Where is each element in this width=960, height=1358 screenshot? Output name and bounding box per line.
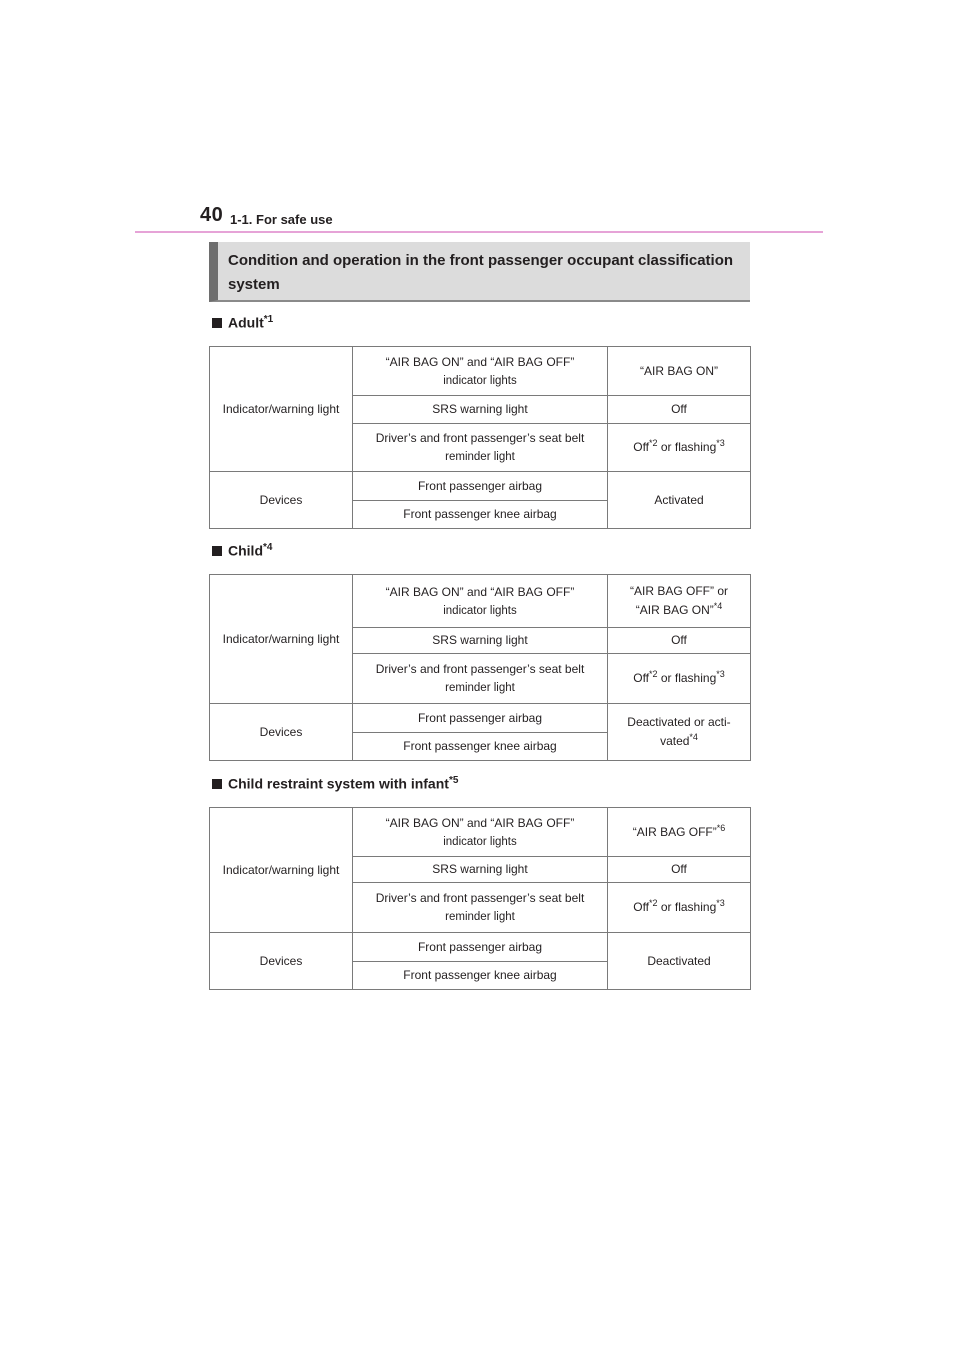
footnote-ref: *5 bbox=[448, 775, 459, 786]
subhead-child bbox=[212, 542, 272, 559]
banner-line-2: system bbox=[228, 276, 280, 293]
footnote-ref: *1 bbox=[263, 314, 274, 325]
table-row bbox=[210, 575, 751, 628]
subhead-adult-text: Adult bbox=[228, 314, 264, 331]
srs-status: Off bbox=[608, 628, 751, 654]
front-passenger-knee-airbag-label: Front passenger knee airbag bbox=[353, 501, 608, 529]
devices-label: Devices bbox=[210, 933, 353, 990]
srs-warning-light-label: SRS warning light bbox=[353, 857, 608, 883]
seat-belt-status: Off$^{*2}$ or flashing$^{*3}$ bbox=[608, 654, 751, 704]
footnote-ref: *4 bbox=[263, 542, 273, 553]
topic-banner bbox=[209, 242, 750, 302]
airbag-indicator-lights-label: “AIR BAG ON” and “AIR BAG OFF” indicator lights bbox=[353, 808, 608, 857]
banner-line-1: Condition and operation in the front passenger occupant classification bbox=[228, 252, 734, 269]
square-bullet-icon bbox=[212, 779, 222, 789]
device-status: Activated bbox=[608, 472, 751, 529]
table-row bbox=[210, 347, 751, 396]
subhead-infant-text: Child restraint system with infant bbox=[228, 775, 449, 792]
srs-status: Off bbox=[608, 857, 751, 883]
front-passenger-knee-airbag-label: Front passenger knee airbag bbox=[353, 962, 608, 990]
table-row bbox=[210, 933, 751, 962]
front-passenger-knee-airbag-label: Front passenger knee airbag bbox=[353, 733, 608, 761]
subhead-child-text: Child bbox=[228, 542, 263, 559]
indicator-warning-light-label: Indicator/warning light bbox=[210, 808, 353, 933]
page-number: 40 bbox=[200, 204, 224, 226]
section-title: 1-1. For safe use bbox=[230, 212, 333, 227]
airbag-indicator-status: “AIR BAG OFF”$^{*6}$ bbox=[608, 808, 751, 857]
subhead-infant bbox=[212, 775, 458, 792]
header-rule bbox=[135, 231, 823, 233]
device-status: Deactivated or acti- vated$^{*4}$ bbox=[608, 704, 751, 761]
indicator-warning-light-label: Indicator/warning light bbox=[210, 575, 353, 704]
seat-belt-reminder-label: Driver’s and front passenger’s seat belt reminder light bbox=[353, 424, 608, 472]
indicator-warning-light-label: Indicator/warning light bbox=[210, 347, 353, 472]
page-header bbox=[200, 204, 820, 234]
square-bullet-icon bbox=[212, 318, 222, 328]
table-row bbox=[210, 808, 751, 857]
devices-label: Devices bbox=[210, 704, 353, 761]
airbag-indicator-status: “AIR BAG OFF” or “AIR BAG ON”$^{*4}$ bbox=[608, 575, 751, 628]
airbag-indicator-lights-label: “AIR BAG ON” and “AIR BAG OFF” indicator lights bbox=[353, 575, 608, 628]
seat-belt-status: Off$^{*2}$ or flashing$^{*3}$ bbox=[608, 883, 751, 933]
square-bullet-icon bbox=[212, 546, 222, 556]
airbag-indicator-lights-label: “AIR BAG ON” and “AIR BAG OFF” indicator lights bbox=[353, 347, 608, 396]
table-row bbox=[210, 472, 751, 501]
front-passenger-airbag-label: Front passenger airbag bbox=[353, 933, 608, 962]
table-row bbox=[210, 704, 751, 733]
child-table bbox=[209, 574, 751, 761]
front-passenger-airbag-label: Front passenger airbag bbox=[353, 472, 608, 501]
devices-label: Devices bbox=[210, 472, 353, 529]
srs-status: Off bbox=[608, 396, 751, 424]
front-passenger-airbag-label: Front passenger airbag bbox=[353, 704, 608, 733]
adult-table bbox=[209, 346, 751, 529]
seat-belt-reminder-label: Driver’s and front passenger’s seat belt reminder light bbox=[353, 883, 608, 933]
infant-table bbox=[209, 807, 751, 990]
airbag-indicator-status: “AIR BAG ON” bbox=[608, 347, 751, 396]
srs-warning-light-label: SRS warning light bbox=[353, 396, 608, 424]
srs-warning-light-label: SRS warning light bbox=[353, 628, 608, 654]
device-status: Deactivated bbox=[608, 933, 751, 990]
seat-belt-status: Off$^{*2}$ or flashing$^{*3}$ bbox=[608, 424, 751, 472]
subhead-adult bbox=[212, 314, 273, 331]
seat-belt-reminder-label: Driver’s and front passenger’s seat belt reminder light bbox=[353, 654, 608, 704]
